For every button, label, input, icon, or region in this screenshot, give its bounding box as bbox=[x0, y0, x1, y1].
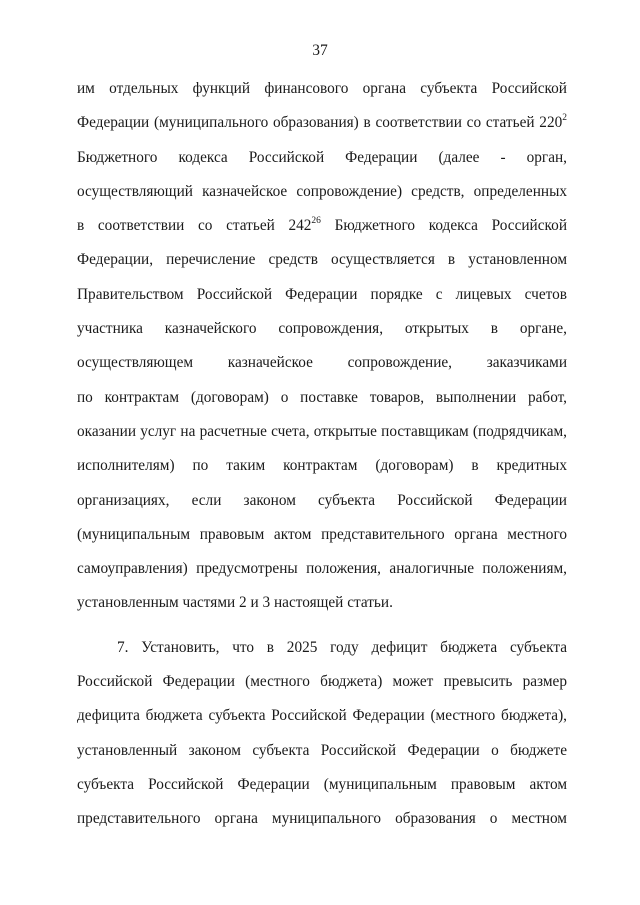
text-line: Правительством Российской Федерации порядке с лицевых счетов bbox=[77, 285, 567, 303]
text-line: дефицита бюджета субъекта Российской Федерации (местного бюджета), bbox=[77, 707, 567, 725]
text-line: Бюджетного кодекса Российской Федерации (далее - орган, bbox=[77, 148, 567, 166]
document-body bbox=[77, 78, 567, 843]
text-line: Российской Федерации (местного бюджета) может превысить размер bbox=[77, 673, 567, 691]
text-line-content: Федерации (муниципального образования) в соответствии со статьей 220 bbox=[77, 114, 563, 132]
text-line: Федерации, перечисление средств осуществляется в установленном bbox=[77, 251, 567, 269]
superscript: 26 bbox=[311, 216, 321, 227]
text-line: исполнителям) по таким контрактам (договорам) в кредитных bbox=[77, 457, 567, 475]
text-line-content: в соответствии со статьей 242 bbox=[77, 217, 312, 235]
text-line bbox=[77, 112, 567, 146]
text-line: субъекта Российской Федерации (муниципальным правовым актом bbox=[77, 775, 567, 793]
text-line bbox=[77, 215, 567, 249]
text-line: 7. Установить, что в 2025 году дефицит бюджета субъекта bbox=[117, 638, 567, 656]
text-line: установленный законом субъекта Российской Федерации о бюджете bbox=[77, 741, 567, 759]
text-line: самоуправления) предусмотрены положения, аналогичные положениям, bbox=[77, 560, 567, 578]
text-line: представительного органа муниципального образования о местном bbox=[77, 810, 567, 828]
paragraph-2 bbox=[77, 637, 567, 843]
superscript: 2 bbox=[562, 113, 567, 124]
page-number: 37 bbox=[312, 42, 328, 59]
text-line: оказании услуг на расчетные счета, открытые поставщикам (подрядчикам, bbox=[77, 422, 567, 440]
paragraph-1 bbox=[77, 78, 567, 627]
text-line: им отдельных функций финансового органа субъекта Российской bbox=[77, 80, 567, 97]
text-line-tail: Бюджетного кодекса Российской bbox=[320, 217, 568, 235]
text-line: участника казначейского сопровождения, открытых в органе, bbox=[77, 320, 567, 338]
text-line: по контрактам (договорам) о поставке товаров, выполнении работ, bbox=[77, 388, 567, 406]
text-line: установленным частями 2 и 3 настоящей статьи. bbox=[77, 594, 393, 612]
text-line: осуществляющем казначейское сопровождение, заказчиками bbox=[77, 354, 567, 372]
text-line: осуществляющий казначейское сопровождение) средств, определенных bbox=[77, 182, 567, 200]
text-line: (муниципальным правовым актом представительного органа местного bbox=[77, 525, 567, 543]
text-line: организациях, если законом субъекта Российской Федерации bbox=[77, 491, 567, 509]
